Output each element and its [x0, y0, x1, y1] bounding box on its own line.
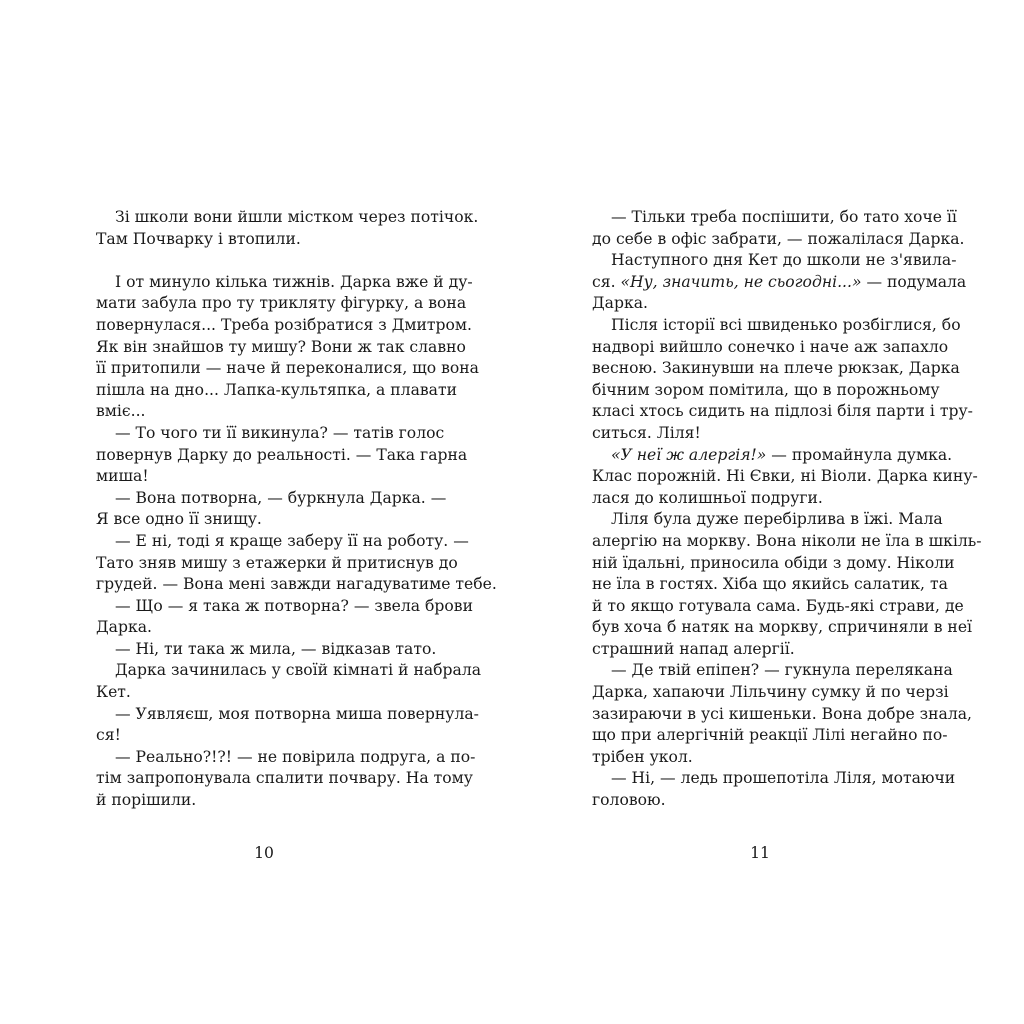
text-line: Ліля була дуже перебірлива в їжі. Мала	[611, 510, 943, 529]
text-line: пішла на дно... Лапка-культяпка, а плавати	[96, 380, 457, 399]
text-line: вміє...	[96, 402, 146, 421]
text-line: Як він знайшов ту мишу? Вони ж так славно	[96, 337, 466, 356]
text-line: головою.	[592, 791, 666, 810]
text-line: Зі школи вони йшли містком через потічок.	[115, 208, 479, 226]
text-line: до себе в офіс забрати, — пожалілася Дарка.	[592, 229, 965, 248]
text-line: мати забула про ту трикляту фігурку, а вона	[96, 294, 467, 313]
left-page-number: 10	[254, 844, 274, 862]
text-line: Клас порожній. Ні Євки, ні Віоли. Дарка кину-	[592, 467, 978, 486]
text-line: миша!	[96, 467, 149, 486]
text-line: — Тільки треба поспішити, бо тато хоче її	[611, 208, 957, 226]
text-line: — Вона потворна, — буркнула Дарка. —	[115, 488, 447, 507]
text-line: алергію на моркву. Вона ніколи не їла в шкіль-	[592, 531, 982, 550]
text-line: весною. Закинувши на плече рюкзак, Дарка	[592, 359, 960, 378]
text-line: лася до колишньої подруги.	[592, 488, 823, 507]
text-line: надворі вийшло сонечко і наче аж запахло	[592, 337, 949, 356]
text-line: її притопили — наче й переконалися, що вона	[96, 359, 479, 378]
text-line: ся!	[96, 726, 121, 745]
text-line: — Де твій епіпен? — гукнула перелякана	[611, 661, 953, 680]
text-line: зазираючи в усі кишеньки. Вона добре знала,	[592, 704, 972, 723]
text-line: — Ні, — ледь прошепотіла Ліля, мотаючи	[611, 769, 956, 788]
text-line: повернув Дарку до реальності. — Така гарна	[96, 445, 468, 464]
text-line: ситься. Ліля!	[592, 423, 701, 442]
left-page-text	[96, 207, 497, 812]
blank-line	[96, 250, 432, 272]
right-page-number: 11	[750, 844, 770, 862]
text-line: — То чого ти її викинула? — татів голос	[115, 423, 445, 442]
text-line: й порішили.	[96, 791, 197, 810]
text-line: класі хтось сидить на підлозі біля парти і тру-	[592, 402, 973, 421]
text-line: Після історії всі швиденько розбіглися, бо	[611, 315, 961, 334]
text-line: повернулася... Треба розібратися з Дмитром.	[96, 315, 473, 334]
text-line: був хоча б натяк на моркву, спричиняли в неї	[592, 618, 973, 637]
text-line: тім запропонувала спалити почвару. На тому	[96, 769, 473, 788]
text-line: Дарка, хапаючи Лільчину сумку й по черзі	[592, 683, 949, 702]
text-line: що при алергічній реакції Лілі негайно по-	[592, 726, 948, 745]
text-line: «У неї ж алергія!» — промайнула думка.	[611, 445, 953, 464]
text-line: — Що — я така ж потворна? — звела брови	[115, 596, 473, 615]
text-line: І от минуло кілька тижнів. Дарка вже й ду-	[115, 272, 473, 291]
text-line: Кет.	[96, 683, 131, 702]
text-line: — Ні, ти така ж мила, — відказав тато.	[115, 639, 437, 658]
text-line: Наступного дня Кет до школи не з'явила-	[611, 251, 957, 270]
text-line: ній їдальні, приносила обіди з дому. Ніколи	[592, 553, 955, 572]
text-line: не їла в гостях. Хіба що якийсь салатик, та	[592, 575, 948, 594]
text-line: Там Почварку і втопили.	[96, 229, 301, 248]
text-line: Дарка.	[592, 294, 648, 313]
text-line: — Реально?!?! — не повірила подруга, а по-	[115, 747, 476, 766]
text-line: Я все одно її знищу.	[96, 510, 262, 529]
right-page-text	[592, 207, 982, 812]
text-line: трібен укол.	[592, 747, 693, 766]
text-line: страшний напад алергії.	[592, 639, 795, 658]
text-line: грудей. — Вона мені завжди нагадуватиме тебе.	[96, 575, 497, 594]
text-line: Дарка.	[96, 618, 152, 637]
text-line: й то якщо готувала сама. Будь-які страви, де	[592, 596, 964, 615]
text-line: — Уявляєш, моя потворна миша повернула-	[115, 704, 479, 723]
text-line: — Е ні, тоді я краще заберу її на роботу. —	[115, 531, 469, 550]
text-line: Тато зняв мишу з етажерки й притиснув до	[96, 553, 458, 572]
text-line: Дарка зачинилась у своїй кімнаті й набрала	[115, 661, 482, 680]
text-line: ся. «Ну, значить, не сьогодні...» — подумала	[592, 272, 967, 291]
text-line: бічним зором помітила, що в порожньому	[592, 380, 940, 399]
